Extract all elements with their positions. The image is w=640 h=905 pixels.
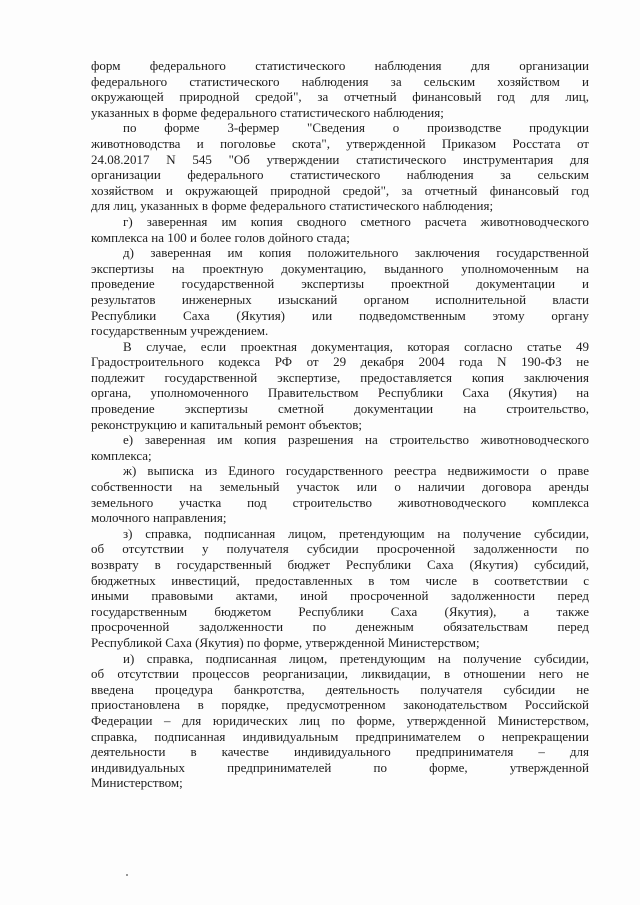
text-line: приостановлена в порядке, предусмотренном законодательством Российской (91, 697, 589, 713)
text-line: государственным учреждением. (91, 323, 269, 339)
text-line: об отсутствии процессов реорганизации, ликвидации, в отношении него не (91, 666, 589, 682)
text-line: об отсутствии у получателя субсидии просроченной задолженности по (91, 541, 589, 557)
text-line: бюджетных инвестиций, предоставленных в том числе в соответствии с (91, 572, 589, 588)
text-line: Градостроительного кодекса РФ от 29 декабря 2004 года N 190-ФЗ не (91, 354, 589, 370)
text-line: ж) выписка из Единого государственного реестра недвижимости о праве (123, 463, 589, 479)
text-line: по форме 3-фермер "Сведения о производстве продукции (123, 120, 589, 136)
text-line: реконструкцию и капитальный ремонт объектов; (91, 416, 362, 432)
text-line: Министерством; (91, 775, 183, 791)
text-line: комплекса; (91, 447, 152, 463)
text-line: организации федерального статистического наблюдения за сельским (91, 167, 589, 183)
text-line: деятельности в качестве индивидуального предпринимателя – для (91, 744, 589, 760)
text-line: комплекса на 100 и более голов дойного стада; (91, 229, 350, 245)
text-line: з) справка, подписанная лицом, претендующим на получение субсидии, (123, 525, 589, 541)
text-line: справка, подписанная индивидуальным предпринимателем о непрекращении (91, 728, 589, 744)
text-line: молочного направления; (91, 510, 227, 526)
text-line: окружающей природной средой", за отчетный финансовый год для лиц, (91, 89, 589, 105)
text-line: 24.08.2017 N 545 "Об утверждении статистического инструментария для (91, 151, 589, 167)
text-line: подлежит государственной экспертизе, предоставляется копия заключения (91, 369, 589, 385)
text-line: введена процедура банкротства, деятельность получателя субсидии не (91, 681, 589, 697)
text-line: проведение экспертизы сметной документации на строительство, (91, 401, 589, 417)
paragraph-item-e (91, 432, 589, 463)
text-line: земельного участка под строительство животноводческого комплекса (91, 494, 589, 510)
paragraph-item-g (91, 214, 589, 245)
text-line: собственности на земельный участок или о наличии договора аренды (91, 479, 589, 495)
text-line: индивидуальных предпринимателей по форме, утвержденной (91, 759, 589, 775)
paragraph-item-zh (91, 463, 589, 525)
text-line: экспертизы на проектную документацию, выданного уполномоченным на (91, 260, 589, 276)
paragraph-item-z (91, 526, 589, 651)
paragraph-item-d-case (91, 339, 589, 433)
text-line: иными правовыми актами, иной просроченной задолженности перед (91, 588, 589, 604)
text-line: и) справка, подписанная лицом, претендующим на получение субсидии, (123, 650, 589, 666)
text-line: возврату в государственный бюджет Республики Саха (Якутия) субсидий, (91, 557, 589, 572)
text-line: животноводства и поголовье скота", утвержденной Приказом Росстата от (91, 135, 589, 151)
text-line: е) заверенная им копия разрешения на строительство животноводческого (123, 432, 589, 448)
text-line: для лиц, указанных в форме федерального статистического наблюдения; (91, 198, 494, 214)
text-line: Республики Саха (Якутия) или подведомственным этому органу (91, 307, 589, 323)
paragraph-item-i (91, 651, 589, 791)
paragraph-form-3-fermer (91, 120, 589, 214)
paragraph-item-d (91, 245, 589, 339)
text-line: Республикой Саха (Якутия) по форме, утвержденной Министерством; (91, 634, 480, 650)
text-line: г) заверенная им копия сводного сметного расчета животноводческого (123, 213, 589, 229)
text-line: проведение государственной экспертизы проектной документации и (91, 276, 589, 292)
text-line: просроченной задолженности по денежным обязательствам перед (91, 619, 589, 635)
text-line: форм федерального статистического наблюдения для организации (91, 58, 589, 73)
text-line: указанных в форме федерального статистического наблюдения; (91, 104, 444, 120)
text-line: органа, уполномоченного Правительством Республики Саха (Якутия) на (91, 385, 589, 401)
document-body (91, 58, 589, 791)
text-line: государственным бюджетом Республики Саха (Якутия), а также (91, 603, 589, 619)
paragraph-forms-continued (91, 58, 589, 120)
text-line: результатов инженерных изысканий органом исполнительной власти (91, 291, 589, 307)
text-line: д) заверенная им копия положительного заключения государственной (123, 245, 589, 261)
scan-speck (126, 874, 128, 876)
text-line: федерального статистического наблюдения за сельским хозяйством и (91, 73, 589, 89)
text-line: Федерации – для юридических лиц по форме, утвержденной Министерством, (91, 712, 589, 728)
text-line: хозяйством и окружающей природной средой", за отчетный финансовый год (91, 182, 589, 198)
text-line: В случае, если проектная документация, которая согласно статье 49 (123, 338, 589, 354)
